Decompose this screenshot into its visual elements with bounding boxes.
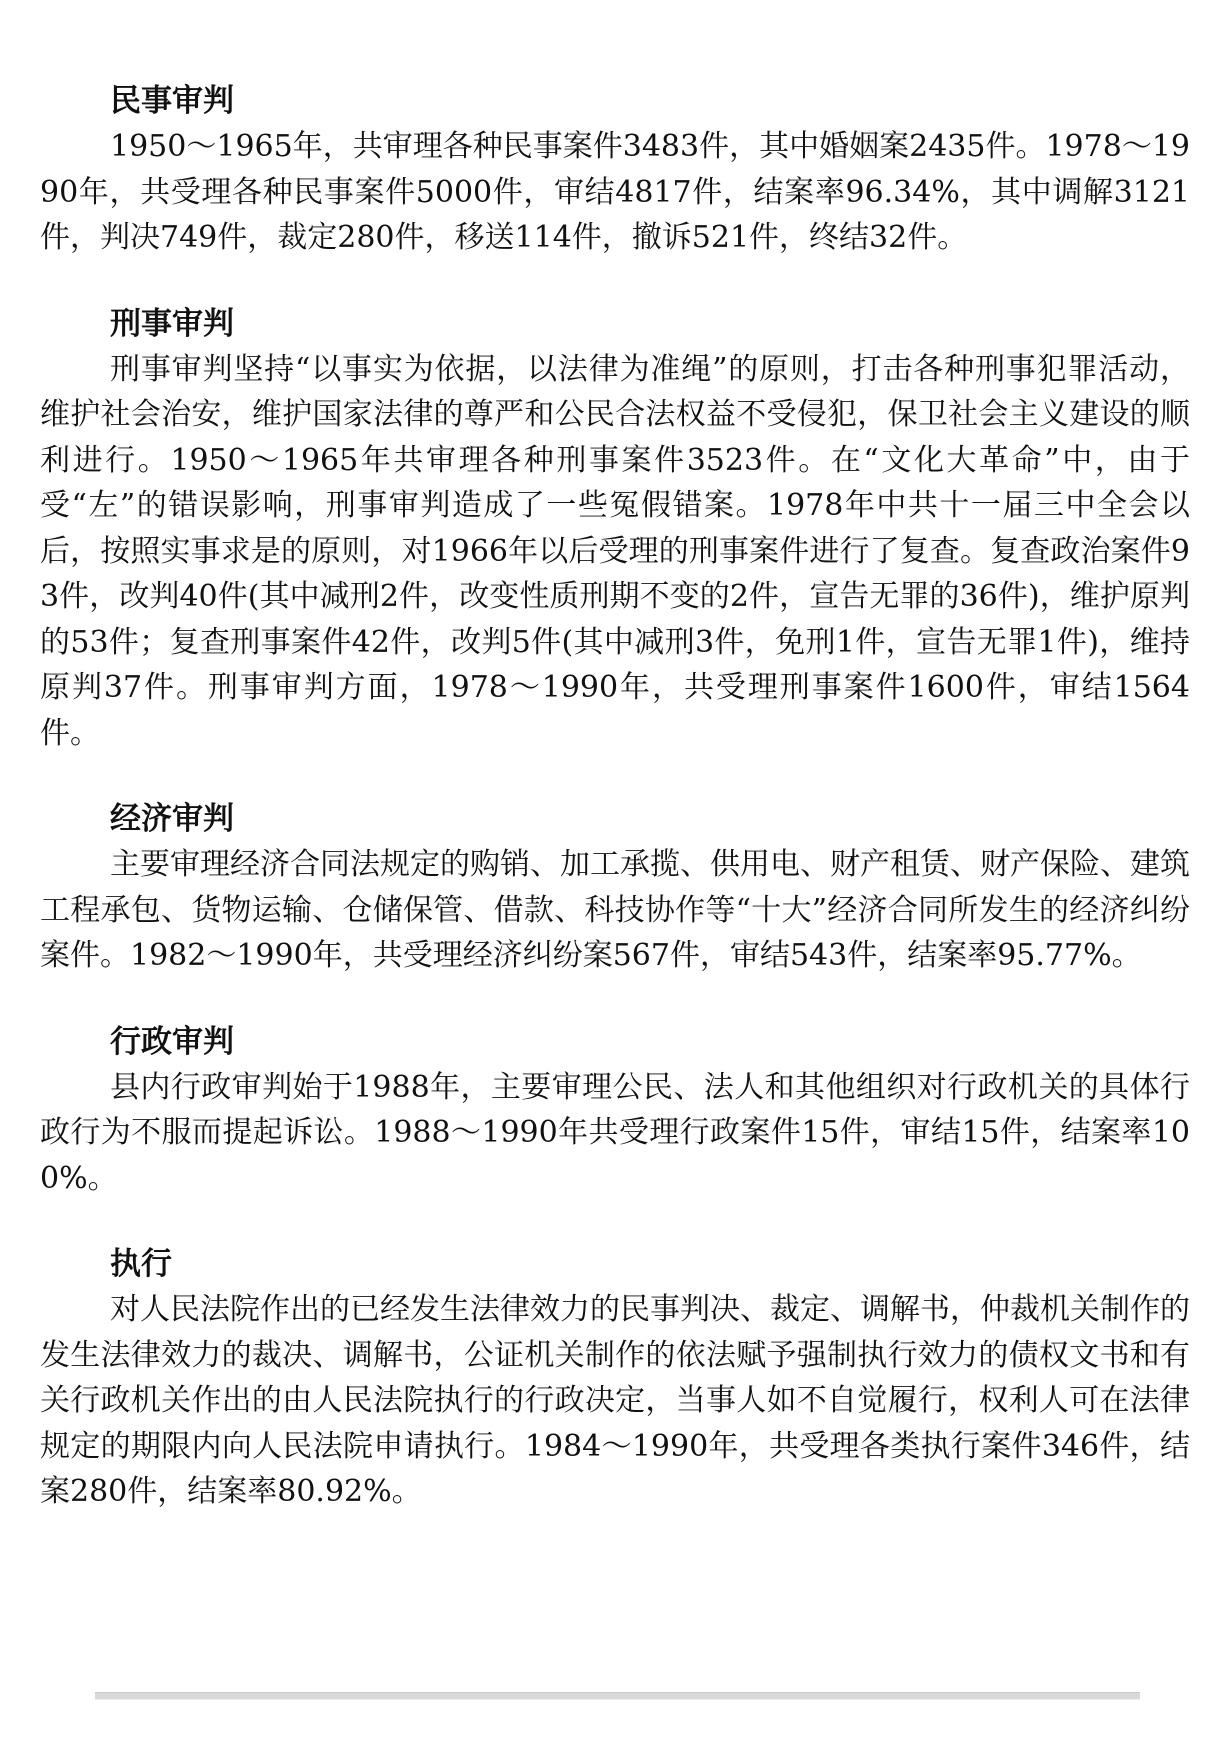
section-heading: 执行 (110, 1246, 172, 1282)
document-page (40, 78, 1190, 1555)
section-enforcement (40, 1241, 1190, 1515)
section-administrative-trial (40, 1019, 1190, 1202)
section-heading: 行政审判 (110, 1023, 234, 1060)
section-heading: 民事审判 (110, 83, 234, 119)
section-paragraph: 对人民法院作出的已经发生法律效力的民事判决、裁定、调解书，仲裁机关制作的发生法律效力的裁决、调解书，公证机关制作的依法赋予强制执行效力的债权文书和有关行政机关作出的由人民法院执行的行政决定，当事人如不自觉履行，权利人可在法律规定的期限内向人民法院申请执行。1984～1990年，共受理各类执行案件346件，结案280件，结案率80.92%。 (40, 1292, 1190, 1509)
section-economic-trial (40, 796, 1190, 979)
footer-divider (95, 1692, 1140, 1700)
section-paragraph: 1950～1965年，共审理各种民事案件3483件，其中婚姻案2435件。1978～1990年，共受理各种民事案件5000件，审结4817件，结案率96.34%，其中调解3121件，判决749件，裁定280件，移送114件，撤诉521件，终结32件。 (40, 129, 1190, 255)
section-heading: 经济审判 (110, 801, 234, 837)
section-heading: 刑事审判 (110, 305, 234, 342)
section-paragraph: 主要审理经济合同法规定的购销、加工承揽、供用电、财产租赁、财产保险、建筑工程承包、货物运输、仓储保管、借款、科技协作等“十大”经济合同所发生的经济纠纷案件。1982～1990年，共受理经济纠纷案567件，审结543件，结案率95.77%。 (40, 847, 1190, 973)
section-criminal-trial (40, 301, 1190, 757)
section-paragraph: 县内行政审判始于1988年，主要审理公民、法人和其他组织对行政机关的具体行政行为不服而提起诉讼。1988～1990年共受理行政案件15件，审结15件，结案率100%。 (40, 1069, 1190, 1196)
section-civil-trial (40, 78, 1190, 261)
section-paragraph: 刑事审判坚持“以事实为依据，以法律为准绳”的原则，打击各种刑事犯罪活动，维护社会治安，维护国家法律的尊严和公民合法权益不受侵犯，保卫社会主义建设的顺利进行。1950～1965年共审理各种刑事案件3523件。在“文化大革命”中，由于受“左”的错误影响，刑事审判造成了一些冤假错案。1978年中共十一届三中全会以后，按照实事求是的原则，对1966年以后受理的刑事案件进行了复查。复查政治案件93件，改判40件(其中减刑2件，改变性质刑期不变的2件，宣告无罪的36件)，维护原判的53件；复查刑事案件42件，改判5件(其中减刑3件，免刑1件，宣告无罪1件)，维持原判37件。刑事审判方面，1978～1990年，共受理刑事案件1600件，审结1564件。 (40, 351, 1190, 751)
